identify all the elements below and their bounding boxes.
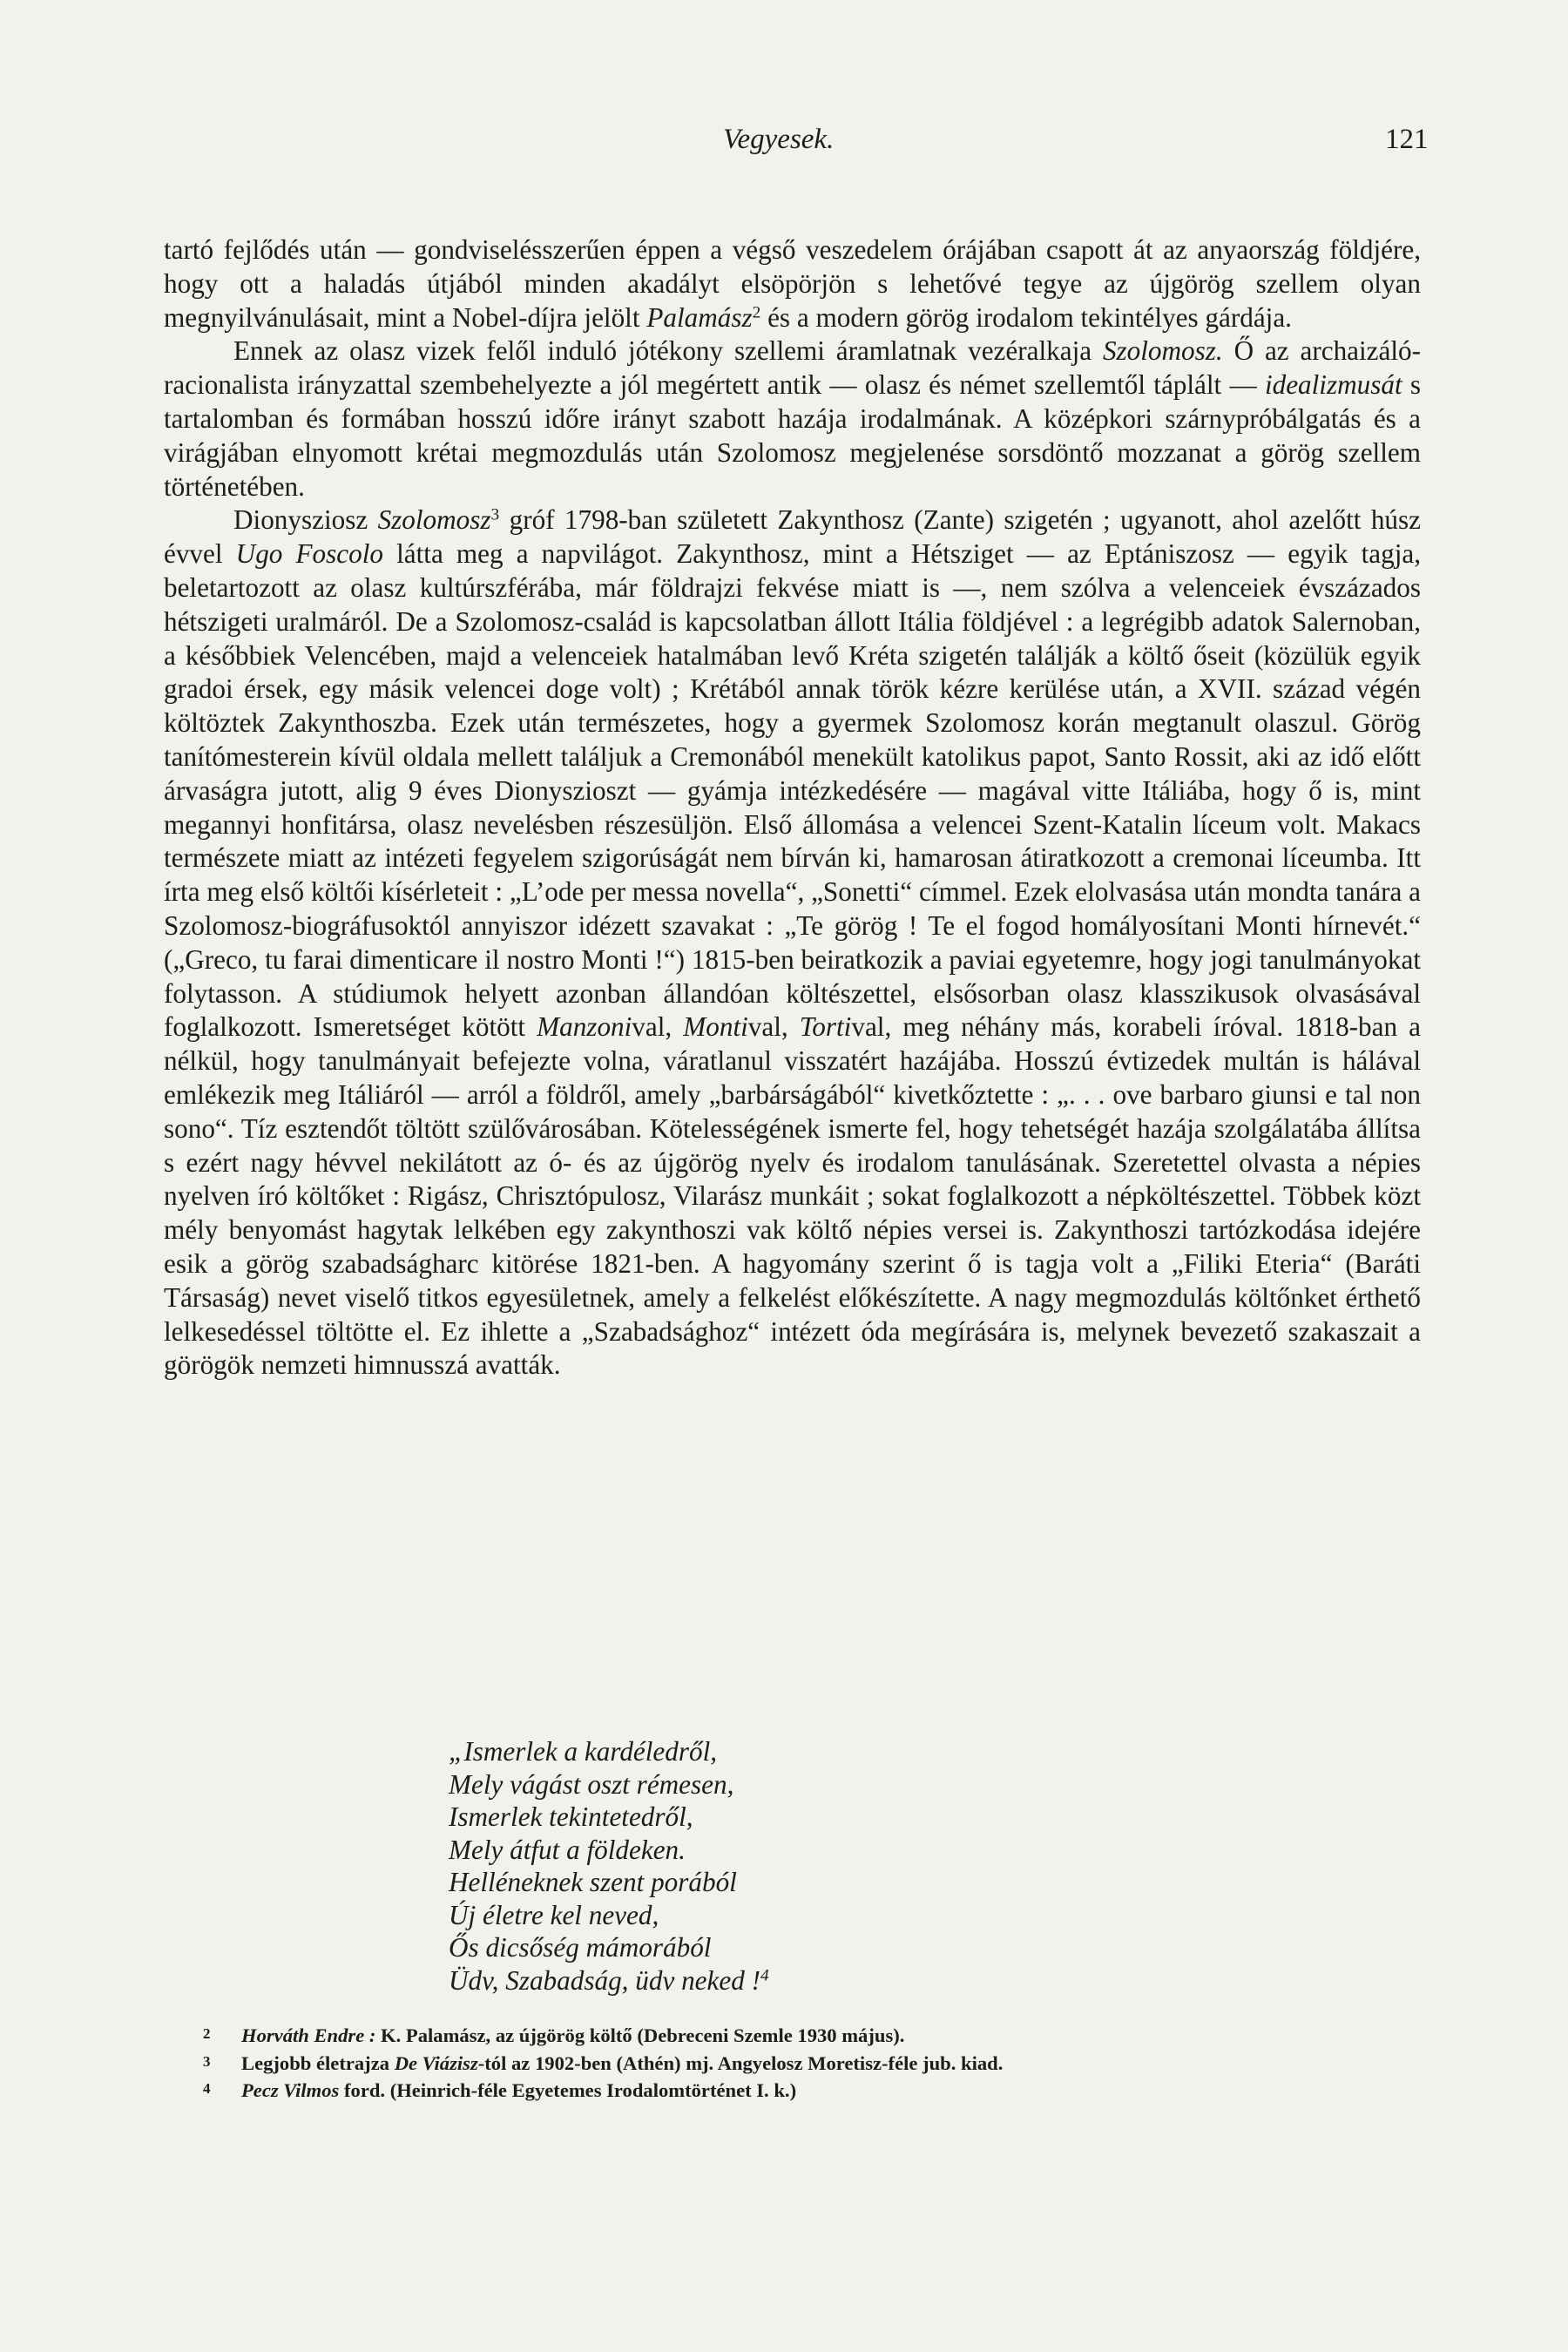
page-number: 121	[1385, 124, 1429, 155]
italic-name: Palamász	[646, 301, 753, 333]
text-run: val,	[632, 1011, 672, 1043]
footnote-text: -tól az 1902-ben (Athén) mj. Angyelosz Moretisz-féle jub. kiad.	[477, 2051, 1004, 2074]
poem-line	[449, 1964, 769, 1997]
running-title: Vegyesek.	[723, 124, 835, 155]
footnote-number: 3	[203, 2052, 211, 2070]
text-run: Ennek az olasz vizek felől induló jótékony szellemi áramlatnak vezéralkaja	[233, 335, 1092, 367]
page-header	[0, 124, 1568, 166]
text-run: tartó fejlődés után — gondviselésszerűen éppen a végső veszedelem órájában csapott át az anyaország földjére, hogy ott a haladás útjából minden akadályt elsöpörjön s lehetővé tegye az újgörög szellem olyan megnyilvánulásait, mint a Nobel-díjra jelölt	[164, 234, 1421, 333]
paragraph	[164, 504, 1421, 1382]
poem-line: Mely átfut a földeken.	[449, 1834, 686, 1865]
text-run: és a modern görög irodalom tekintélyes gárdája.	[767, 301, 1292, 333]
italic-name: Manzoni	[537, 1011, 632, 1043]
footnote	[203, 2076, 1440, 2104]
text-run: Dionysziosz	[233, 504, 368, 536]
footnote-text: Legjobb életrajza	[241, 2051, 395, 2074]
poem-line: „Ismerlek a kardéledről,	[449, 1736, 718, 1767]
text-run: val, meg néhány más, korabeli íróval. 1818-ban a nélkül, hogy tanulmányait befejezte volna, váratlanul visszatért hazájába. Hosszú évtizedek multán is hálával emlékezik meg Itáliáról — arról a földről, amely „barbárságából“ kivetkőztette : „. . . ove barbaro giunsi e tal non sono“. Tíz esztendőt töltött szülővárosában. Kötelességének ismerte fel, hogy tehetségét hazája szolgálatába állítsa s ezért nagy hévvel nekilátott az ó- és az újgörög nyelv és irodalom tanulásának. Szeretettel olvasta a népies nyelven író költőket : Rigász, Chrisztópulosz, Vilarász munkáit ; sokat foglalkozott a népköltészettel. Többek közt mély benyomást hagytak lelkében egy zakynthoszi vak költő népies versei is. Zakynthoszi tartózkodása idejére esik a görög szabadságharc kitörése 1821-ben. A hagyomány szerint ő is tagja volt a „Filiki Eteria“ (Baráti Társaság) nevet viselő titkos egyesületnek, amely a felkelést előkészítette. A nagy megmozdulás költőnket érthető lelkesedéssel töltötte el. Ez ihlette a „Szabadsághoz“ intézett óda megírására is, melynek bevezető szakaszait a görögök nemzeti himnusszá avatták.	[164, 1011, 1422, 1381]
italic-name: Szolomosz	[377, 504, 491, 536]
text-run: Ő az archaizáló-racionalista irányzattal szembehelyezte a jól megértett antik — olasz és német szellemtől táplált —	[164, 335, 1421, 401]
italic-name: Szolomosz.	[1102, 335, 1223, 367]
italic-term: idealizmusát	[1264, 369, 1402, 401]
poem-line-text: Üdv, Szabadság, üdv neked !	[449, 1964, 760, 1996]
text-run: gróf 1798-ban született Zakynthosz (Zante) szigetén ; ugyanott, ahol azelőtt húsz évvel	[164, 504, 1422, 570]
footnote-ref: 3	[490, 505, 500, 524]
italic-name: Monti	[683, 1011, 748, 1043]
italic-name: Torti	[799, 1011, 852, 1043]
paragraph	[164, 233, 1421, 335]
poem-line: Új életre kel neved,	[449, 1899, 659, 1930]
footnote-author: Pecz Vilmos	[241, 2079, 340, 2101]
italic-name: Ugo Foscolo	[235, 538, 383, 570]
footnote-ref: 2	[752, 302, 761, 321]
poem-line: Helléneknek szent porából	[449, 1867, 737, 1897]
footnote	[203, 2021, 1440, 2049]
paragraph	[164, 335, 1421, 504]
footnote	[203, 2049, 1440, 2077]
text-run: val,	[747, 1011, 788, 1043]
text-run: s tartalomban és formában hosszú időre irányt szabott hazája irodalmának. A középkori szárnypróbálgatás és a virágjában elnyomott krétai megmozdulás után Szolomosz megjelenése sorsdöntő mozzanat a görög szellem történetében.	[164, 369, 1422, 502]
body-text	[164, 233, 1421, 1382]
text-run: látta meg a napvilágot. Zakynthosz, mint a Hétsziget — az Eptániszosz — egyik tagja, beletartozott az olasz kultúrszférába, már földrajzi fekvése miatt is —, nem szólva a velenceiek évszázados hétszigeti uralmáról. De a Szolomosz-család is kapcsolatban állott Itália földjével : a legrégibb adatok Salernoban, a későbbiek Velencében, majd a velenceiek hatalmában levő Kréta szigetén találják a költő őseit (közülük egyik gradoi érsek, egy másik velencei doge volt) ; Krétából annak török kézre kerülése után, a XVII. század végén költöztek Zakynthoszba. Ezek után természetes, hogy a gyermek Szolomosz korán megtanult olaszul. Görög tanítómesterein kívül oldala mellett találjuk a Cremonából menekült katolikus papot, Santo Rossit, aki az idő előtt árvaságra jutott, alig 9 éves Dionyszioszt — gyámja intézkedésére — magával vitte Itáliába, hogy ő is, mint megannyi honfitársa, olasz nevelésben részesüljön. Első állomása a velencei Szent-Katalin líceum volt. Makacs természete miatt az intézeti fegyelem szigorúságát nem bírván ki, hamarosan átiratkozott a cremonai líceumba. Itt írta meg első költői kísérleteit : „L’ode per messa novella“, „Sonetti“ címmel. Ezek elolvasása után mondta tanára a Szolomosz-biográfusoktól annyiszor idézett szavakat : „Te görög ! Te el fogod homályosítani Monti hírnevét.“ („Greco, tu farai dimenticare il nostro Monti !“) 1815-ben beiratkozik a paviai egyetemre, hogy jogi tanulmányokat folytasson. A stúdiumok helyett azonban állandóan költészettel, elsősorban olasz klasszikusok olvasásával foglalkozott. Ismeretséget kötött	[164, 538, 1422, 1043]
poem-quote	[449, 1735, 769, 1997]
poem-line: Ős dicsőség mámorából	[449, 1932, 712, 1963]
footnote-ref: 4	[760, 1965, 769, 1984]
footnote-author: Horváth Endre :	[241, 2024, 376, 2046]
footnote-number: 2	[203, 2025, 211, 2042]
footnote-author: De Viázisz	[394, 2051, 478, 2074]
footnote-text: K. Palamász, az újgörög költő (Debreceni Szemle 1930 május).	[375, 2024, 905, 2046]
footnote-number: 4	[203, 2080, 211, 2097]
footnotes	[203, 2021, 1440, 2104]
footnote-text: ford. (Heinrich-féle Egyetemes Irodalomtörténet I. k.)	[339, 2079, 797, 2101]
poem-line: Ismerlek tekintetedről,	[449, 1801, 693, 1832]
poem-line: Mely vágást oszt rémesen,	[449, 1768, 734, 1800]
